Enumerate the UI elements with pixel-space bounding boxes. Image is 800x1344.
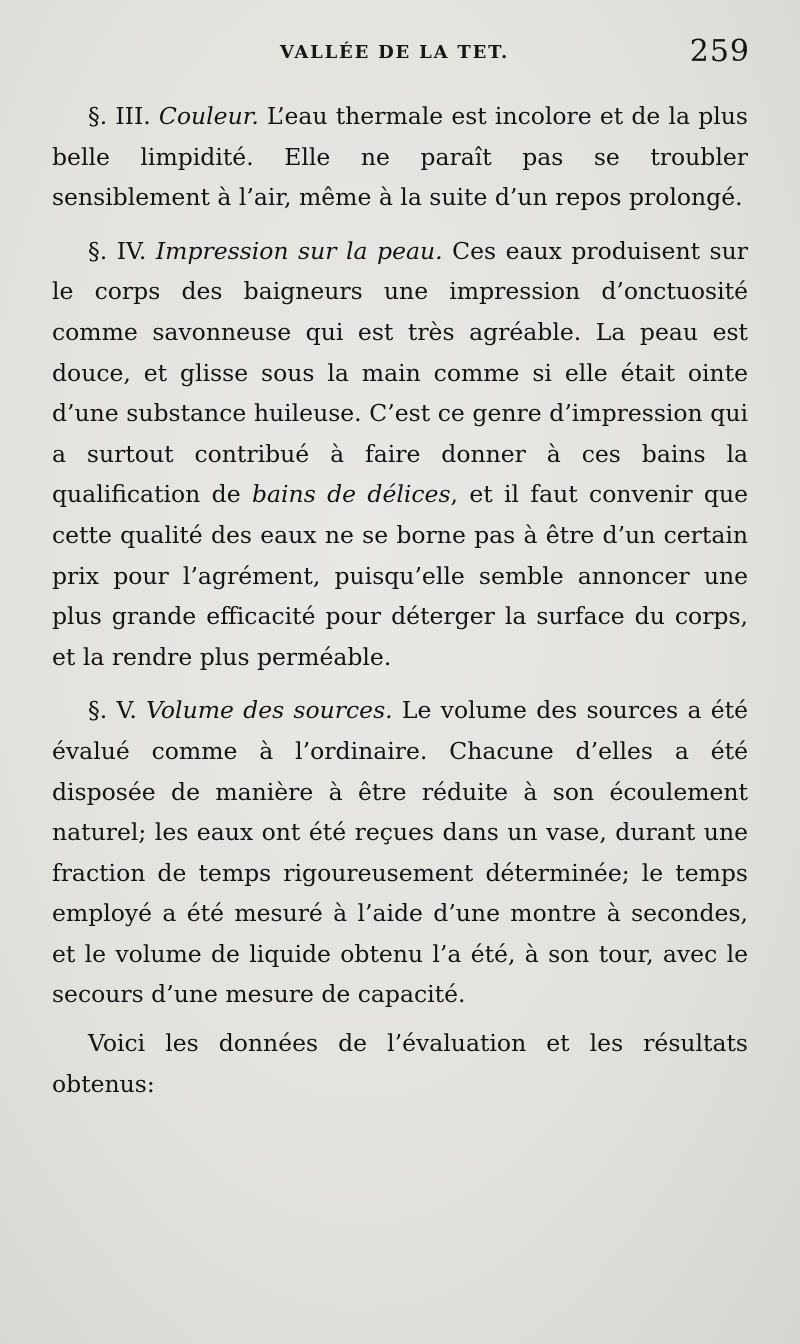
section-title: Couleur. (158, 102, 259, 130)
section-title: Volume des sources. (146, 696, 393, 725)
running-head: VALLÉE DE LA TET. (280, 42, 510, 63)
section-text: L’eau thermale est incolore et de la plus belle limpidité. Elle ne paraît pas se troubler sensiblement à l’air, même à la suite d’un repos prolongé. (52, 102, 748, 212)
section-text: Le volume des sources a été évalué comme à l’ordinaire. Chacune d’elles a été disposée de manière à être réduite à son écoulement naturel; les eaux ont été reçues dans un vase, durant une fraction de temps rigoureusement déterminée; le temps employé a été mesuré à l’aide d’une montre à secondes, et le volume de liquide obtenu l’a été, à son tour, avec le secours d’une mesure de capacité. (52, 696, 748, 1009)
section-impression (52, 231, 748, 678)
section-couleur (52, 96, 748, 218)
section-label: §. III. (88, 102, 151, 130)
page-body (52, 96, 748, 1104)
section-label: §. IV. (88, 236, 147, 265)
section-volume (52, 690, 748, 1015)
section-text: Ces eaux produisent sur le corps des baigneurs une impression d’onctuosité comme savonneuse qui est très agréable. La peau est douce, et glisse sous la main comme si elle était ointe d’une substance huileuse. C’est ce genre d’impression qui a surtout contribué à faire donner à ces bains la qualification de (52, 236, 748, 509)
page-number: 259 (689, 34, 750, 69)
section-text-continued: , et il faut convenir que cette qualité des eaux ne se borne pas à être d’un certain prix pour l’agrément, puisqu’elle semble annoncer une plus grande efficacité pour déterger la surface du corps, et la rendre plus perméable. (52, 480, 749, 671)
page-header (50, 32, 750, 72)
section-label: §. V. (88, 696, 137, 725)
emphasis-text: bains de délices (251, 480, 451, 509)
section-title: Impression sur la peau. (155, 236, 443, 265)
closing-paragraph: Voici les données de l’évaluation et les résultats obtenus: (52, 1029, 748, 1098)
